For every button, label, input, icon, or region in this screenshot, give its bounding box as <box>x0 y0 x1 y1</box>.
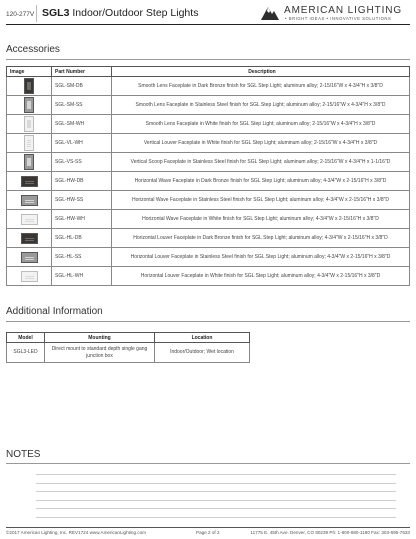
model-cell: SGL3-LED <box>7 343 45 363</box>
header-divider <box>36 5 37 22</box>
table-row <box>7 343 250 363</box>
part-number-cell: SGL-VS-SS <box>52 153 112 172</box>
description-cell: Horizontal Wave Faceplate in Dark Bronze finish for SGL Step Light; aluminum alloy; 4-3/4"W x 2-15/16"H x 3/8"D <box>112 172 410 191</box>
company-logo <box>260 4 410 22</box>
voltage-label: 120-277V <box>6 11 35 18</box>
table-row <box>7 153 410 172</box>
logo-tagline: • BRIGHT IDEAS • INNOVATIVE SOLUTIONS <box>285 16 392 21</box>
image-cell <box>7 134 52 153</box>
faceplate-image <box>21 271 38 282</box>
part-number-cell: SGL-HW-SS <box>52 191 112 210</box>
description-cell: Horizontal Louver Faceplate in Dark Bronze finish for SGL Step Light; aluminum alloy; 4-3/4"W x 2-15/16"H x 3/8"D <box>112 229 410 248</box>
image-cell <box>7 153 52 172</box>
faceplate-image <box>24 116 34 132</box>
col-mounting: Mounting <box>45 333 155 343</box>
image-cell <box>7 172 52 191</box>
notes-line <box>36 491 396 492</box>
header-rule <box>6 24 410 25</box>
notes-line <box>36 508 396 509</box>
image-cell <box>7 115 52 134</box>
page-header <box>0 0 416 24</box>
description-cell: Vertical Scoop Faceplate in Stainless Steel finish for SGL Step Light; aluminum alloy; 2-15/16"W x 4-3/4"H x 1-1/16"D <box>112 153 410 172</box>
additional-info-table <box>6 332 250 363</box>
faceplate-image <box>21 176 38 187</box>
image-cell <box>7 96 52 115</box>
col-part-number: Part Number <box>52 67 112 77</box>
part-number-cell: SGL-HL-DB <box>52 229 112 248</box>
mounting-cell: Direct mount to standard depth single gang junction box <box>45 343 155 363</box>
title-model: SGL3 <box>42 7 70 19</box>
notes-heading: NOTES <box>6 449 41 460</box>
faceplate-image <box>21 252 38 263</box>
description-cell: Smooth Lens Faceplate in White finish for SGL Step Light; aluminum alloy; 2-15/16"W x 4-3/4"H x 3/8"D <box>112 115 410 134</box>
description-cell: Smooth Lens Faceplate in Stainless Steel finish for SGL Step Light; aluminum alloy; 2-15/16"W x 4-3/4"H x 3/8"D <box>112 96 410 115</box>
col-image: Image <box>7 67 52 77</box>
image-cell <box>7 267 52 286</box>
logo-mountain-icon <box>260 4 280 21</box>
faceplate-image <box>21 233 38 244</box>
col-description: Description <box>112 67 410 77</box>
description-cell: Vertical Louver Faceplate in White finish for SGL Step Light; aluminum alloy; 2-15/16"W x 4-3/4"H x 3/8"D <box>112 134 410 153</box>
accessories-rule <box>6 59 410 60</box>
part-number-cell: SGL-HL-SS <box>52 248 112 267</box>
footer-contact: 11775 E. 45th Ave. Denver, CO 80239 Ph: 1-800-880-1180 Fax: 303-695-7633 <box>250 530 410 535</box>
table-row <box>7 191 410 210</box>
image-cell <box>7 77 52 96</box>
faceplate-image <box>24 78 34 94</box>
page-title <box>42 7 198 19</box>
table-header-row <box>7 67 410 77</box>
part-number-cell: SGL-HW-DB <box>52 172 112 191</box>
table-row <box>7 96 410 115</box>
table-row <box>7 229 410 248</box>
faceplate-image <box>24 154 34 170</box>
table-header-row <box>7 333 250 343</box>
logo-name: AMERICAN LIGHTING <box>284 5 403 16</box>
part-number-cell: SGL-HL-WH <box>52 267 112 286</box>
notes-rule <box>6 463 410 464</box>
notes-line <box>36 483 396 484</box>
footer-copyright: ©2017 American Lighting, Inc. REV1724 www.AmericanLighting.com <box>6 530 146 535</box>
additional-info-rule <box>6 321 410 322</box>
table-row <box>7 248 410 267</box>
accessories-table <box>6 66 410 286</box>
accessories-heading: Accessories <box>6 44 60 55</box>
image-cell <box>7 191 52 210</box>
notes-line <box>36 500 396 501</box>
footer-page-number: Page 2 of 2 <box>196 530 220 535</box>
image-cell <box>7 248 52 267</box>
table-row <box>7 115 410 134</box>
table-row <box>7 267 410 286</box>
location-cell: Indoor/Outdoor; Wet location <box>155 343 250 363</box>
col-model: Model <box>7 333 45 343</box>
faceplate-image <box>24 97 34 113</box>
table-row <box>7 77 410 96</box>
description-cell: Horizontal Wave Faceplate in White finish for SGL Step Light; aluminum alloy; 4-3/4"W x 2-15/16"H x 3/8"D <box>112 210 410 229</box>
additional-info-heading: Additional Information <box>6 306 103 317</box>
notes-line <box>36 517 396 518</box>
description-cell: Horizontal Louver Faceplate in White finish for SGL Step Light; aluminum alloy; 4-3/4"W x 2-15/16"H x 3/8"D <box>112 267 410 286</box>
image-cell <box>7 210 52 229</box>
faceplate-image <box>24 135 34 151</box>
table-row <box>7 134 410 153</box>
part-number-cell: SGL-SM-SS <box>52 96 112 115</box>
part-number-cell: SGL-HW-WH <box>52 210 112 229</box>
part-number-cell: SGL-VL-WH <box>52 134 112 153</box>
notes-line <box>36 474 396 475</box>
title-text: Indoor/Outdoor Step Lights <box>72 7 199 19</box>
table-row <box>7 172 410 191</box>
image-cell <box>7 229 52 248</box>
part-number-cell: SGL-SM-DB <box>52 77 112 96</box>
footer-rule <box>6 527 410 528</box>
faceplate-image <box>21 214 38 225</box>
description-cell: Smooth Lens Faceplate in Dark Bronze finish for SGL Step Light; aluminum alloy; 2-15/16"W x 4-3/4"H x 3/8"D <box>112 77 410 96</box>
description-cell: Horizontal Louver Faceplate in Stainless Steel finish for SGL Step Light; aluminum alloy; 4-3/4"W x 2-15/16"H x 3/8"D <box>112 248 410 267</box>
description-cell: Horizontal Wave Faceplate in Stainless Steel finish for SGL Step Light; aluminum alloy; 4-3/4"W x 2-15/16"H x 3/8"D <box>112 191 410 210</box>
faceplate-image <box>21 195 38 206</box>
part-number-cell: SGL-SM-WH <box>52 115 112 134</box>
col-location: Location <box>155 333 250 343</box>
table-row <box>7 210 410 229</box>
